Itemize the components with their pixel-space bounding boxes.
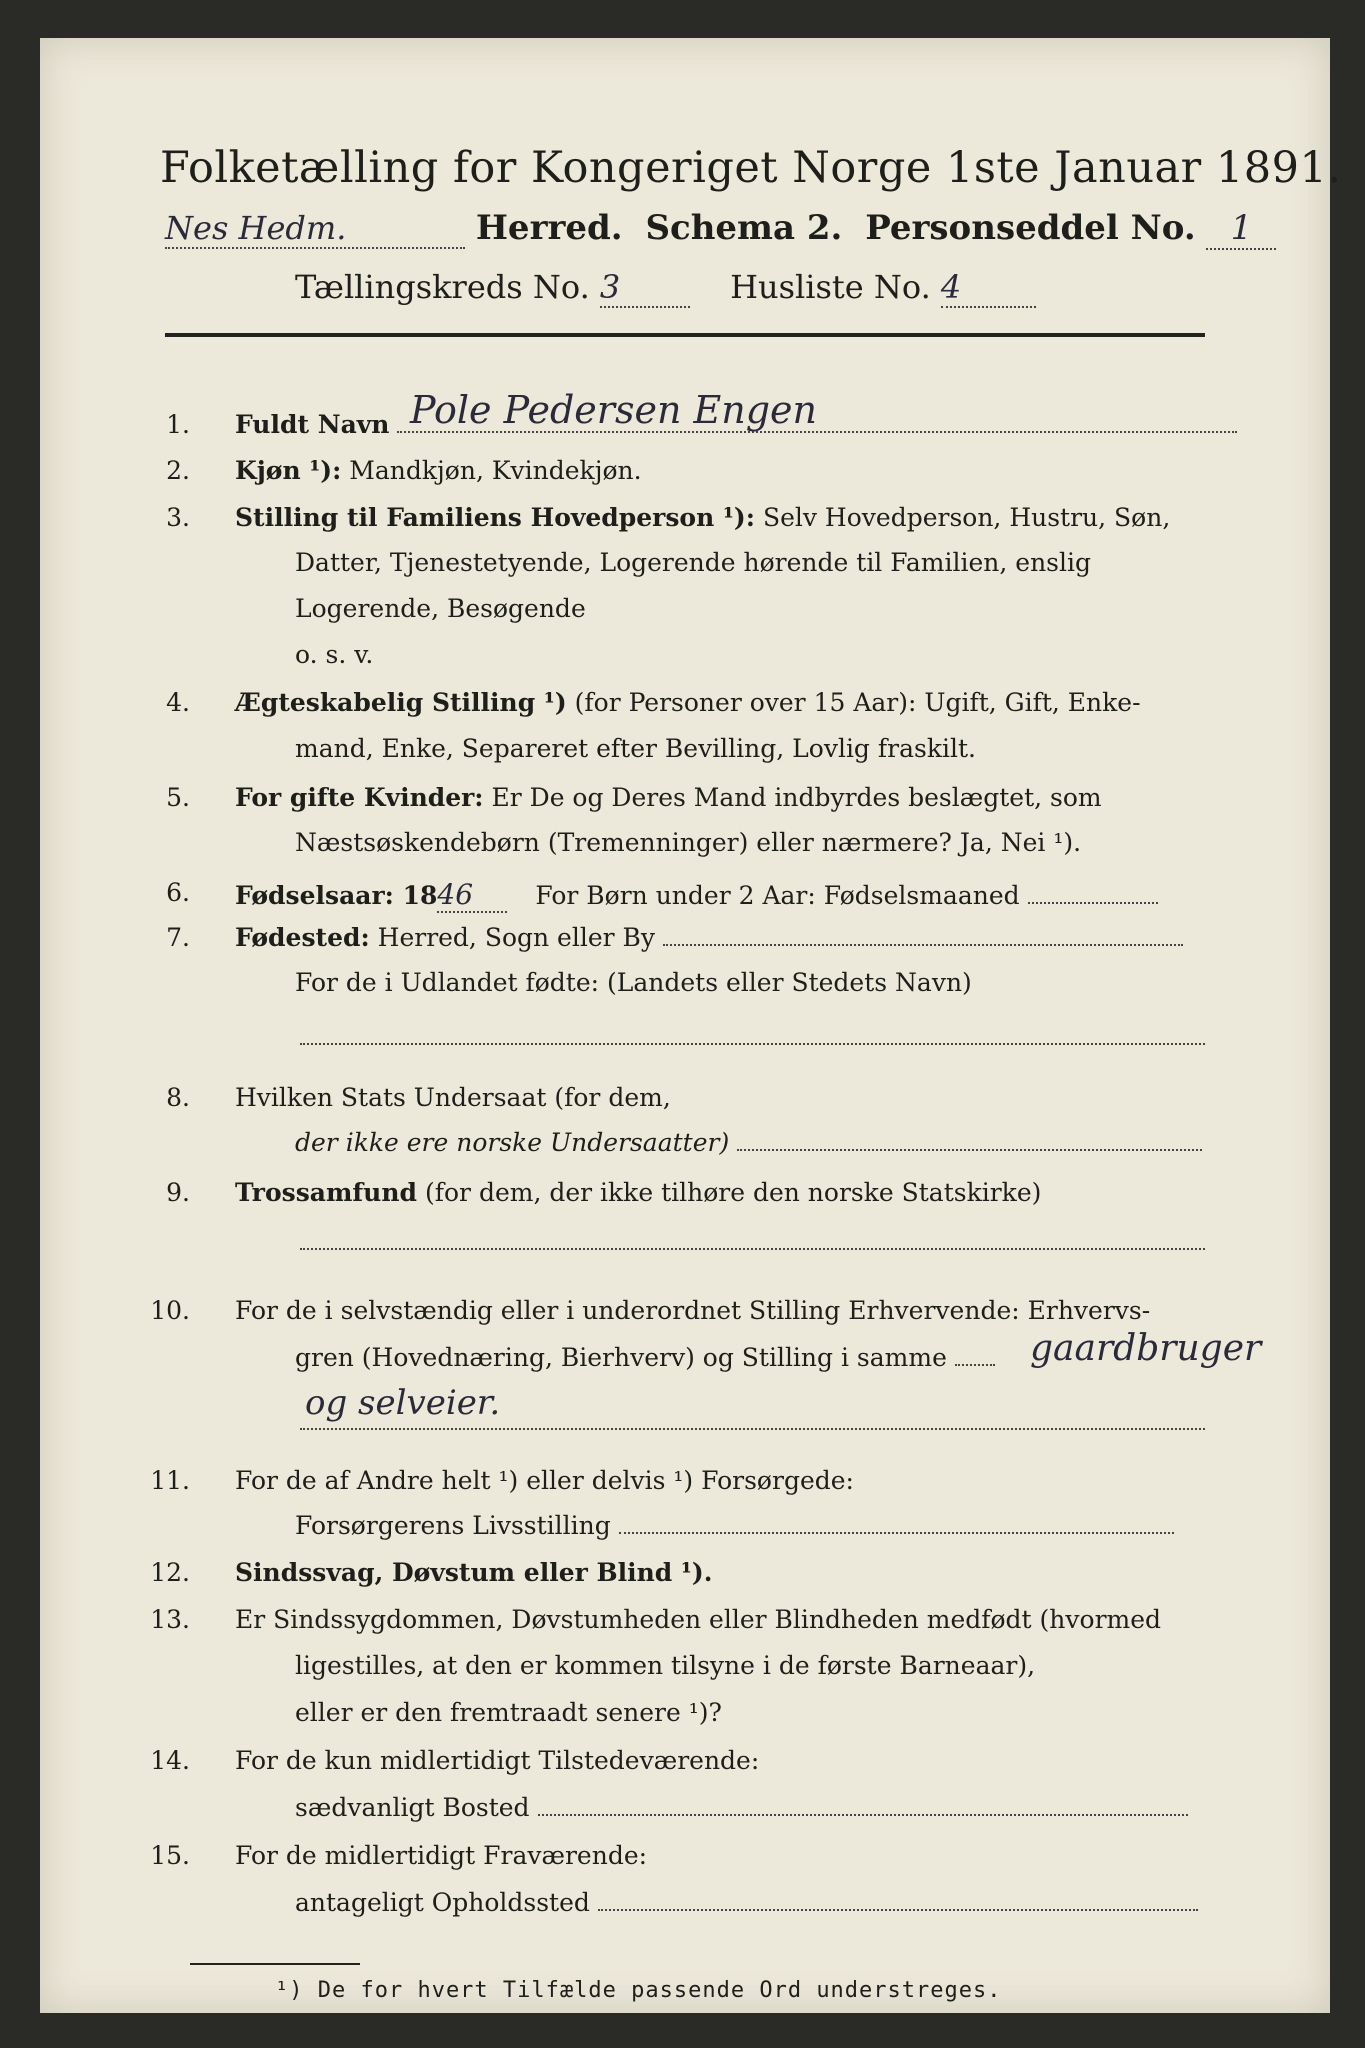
form-title: Folketælling for Kongeriget Norge 1ste Januar 1891. bbox=[160, 143, 1342, 193]
item-number: 6. bbox=[166, 878, 190, 907]
item-label: Kjøn ¹): bbox=[235, 456, 342, 485]
item-13-cont2: eller er den fremtraadt senere ¹)? bbox=[295, 1698, 722, 1727]
item-text: (for dem, bbox=[554, 1083, 671, 1112]
item-14-cont1: sædvanligt Bosted bbox=[295, 1793, 1188, 1822]
item-8-cont1: der ikke ere norske Undersaatter) bbox=[295, 1128, 1202, 1157]
item-label: Fuldt Navn bbox=[235, 410, 390, 439]
kreds-label: Tællingskreds No. bbox=[295, 268, 590, 306]
census-form-sheet bbox=[40, 38, 1342, 2013]
personseddel-handwritten: 1 bbox=[1206, 208, 1276, 250]
personseddel-label: Personseddel No. bbox=[865, 208, 1196, 248]
item-label: Hvilken Stats Undersaat bbox=[235, 1083, 547, 1112]
item-label: Ægteskabelig Stilling ¹) bbox=[235, 688, 567, 717]
item-11-cont1: Forsørgerens Livsstilling bbox=[295, 1511, 1174, 1540]
herred-handwritten: Nes Hedm. bbox=[165, 209, 465, 249]
item-15: For de midlertidigt Fraværende: bbox=[235, 1841, 648, 1870]
item-number: 9. bbox=[166, 1178, 190, 1207]
header-rule bbox=[165, 333, 1205, 337]
item-text: For Børn under 2 Aar: Fødselsmaaned bbox=[535, 881, 1020, 910]
footnote-rule bbox=[190, 1963, 360, 1965]
item-14: For de kun midlertidigt Tilstedeværende: bbox=[235, 1746, 760, 1775]
item-10-cont1: gren (Hovednæring, Bierhverv) og Stilling i samme bbox=[295, 1343, 995, 1372]
item-4 bbox=[235, 688, 1141, 717]
kreds-line bbox=[295, 268, 1036, 308]
item-10 bbox=[235, 1296, 1150, 1325]
item-8 bbox=[235, 1083, 671, 1112]
item-number: 12. bbox=[150, 1558, 190, 1587]
item-9 bbox=[235, 1178, 1041, 1207]
birth-year-handwritten: 46 bbox=[437, 878, 507, 913]
item-text: Herred, Sogn eller By bbox=[377, 923, 656, 952]
item-3-cont1: Datter, Tjenestetyende, Logerende hørende til Familien, enslig bbox=[295, 548, 1092, 577]
item-15-cont1: antageligt Opholdssted bbox=[295, 1888, 1198, 1917]
item-11 bbox=[235, 1466, 854, 1495]
item-text: (for dem, der ikke tilhøre den norske Statskirke) bbox=[424, 1178, 1042, 1207]
item-7-cont1: For de i Udlandet fødte: (Landets eller Stedets Navn) bbox=[295, 968, 972, 997]
item-label: For de af Andre helt ¹) eller delvis ¹) Forsørgede: bbox=[235, 1466, 854, 1495]
item-label: Fødselsaar: 18 bbox=[235, 881, 438, 910]
husliste-label: Husliste No. bbox=[730, 268, 931, 306]
husliste-handwritten: 4 bbox=[941, 268, 1036, 308]
item-7 bbox=[235, 923, 1183, 952]
item-number: 4. bbox=[166, 688, 190, 717]
item-text: Er De og Deres Mand indbyrdes beslægtet, som bbox=[491, 783, 1102, 812]
item-13-cont1: ligestilles, at den er kommen tilsyne i de første Barneaar), bbox=[295, 1651, 1036, 1680]
occupation-cont-handwritten: og selveier. bbox=[305, 1383, 501, 1423]
item-label: Stilling til Familiens Hovedperson ¹): bbox=[235, 503, 755, 532]
item-number: 1. bbox=[166, 410, 190, 439]
item-text: Erhvervs- bbox=[1027, 1296, 1151, 1325]
herred-line bbox=[165, 208, 1276, 250]
item-4-cont1: mand, Enke, Separeret efter Bevilling, Lovlig fraskilt. bbox=[295, 734, 976, 763]
item-12: Sindssvag, Døvstum eller Blind ¹). bbox=[235, 1558, 713, 1587]
full-name-handwritten: Pole Pedersen Engen bbox=[410, 388, 817, 432]
item-5 bbox=[235, 783, 1102, 812]
item-number: 10. bbox=[150, 1296, 190, 1325]
item-text: Mandkjøn, Kvindekjøn. bbox=[349, 456, 642, 485]
item-number: 13. bbox=[150, 1605, 190, 1634]
item-3-cont2: Logerende, Besøgende bbox=[295, 594, 586, 623]
item-3 bbox=[235, 503, 1170, 532]
schema-label: Schema 2. bbox=[645, 208, 843, 248]
item-text: Selv Hovedperson, Hustru, Søn, bbox=[762, 503, 1171, 532]
item-label: Fødested: bbox=[235, 923, 370, 952]
item-5-cont1: Næstsøskendebørn (Tremenninger) eller nærmere? Ja, Nei ¹). bbox=[295, 828, 1082, 857]
item-label: For gifte Kvinder: bbox=[235, 783, 484, 812]
item-13: Er Sindssygdommen, Døvstumheden eller Blindheden medfødt (hvormed bbox=[235, 1605, 1162, 1634]
item-number: 2. bbox=[166, 456, 190, 485]
item-text: (for Personer over 15 Aar): Ugift, Gift, Enke- bbox=[574, 688, 1141, 717]
item-number: 7. bbox=[166, 923, 190, 952]
item-number: 8. bbox=[166, 1083, 190, 1112]
occupation-handwritten: gaardbruger bbox=[1030, 1328, 1262, 1369]
item-label: Trossamfund bbox=[235, 1178, 418, 1207]
item-label: For de i selvstændig eller i underordnet Stilling Erhvervende: bbox=[235, 1296, 1020, 1325]
item-number: 11. bbox=[150, 1466, 190, 1495]
item-number: 3. bbox=[166, 503, 190, 532]
item-number: 15. bbox=[150, 1841, 190, 1870]
item-6 bbox=[235, 878, 1158, 913]
item-3-cont3: o. s. v. bbox=[295, 640, 374, 669]
kreds-handwritten: 3 bbox=[600, 268, 690, 308]
herred-label: Herred. bbox=[475, 208, 623, 248]
item-number: 14. bbox=[150, 1746, 190, 1775]
footnote: ¹) De for hvert Tilfælde passende Ord understreges. bbox=[275, 1978, 1002, 2003]
item-number: 5. bbox=[166, 783, 190, 812]
item-2 bbox=[235, 456, 642, 485]
